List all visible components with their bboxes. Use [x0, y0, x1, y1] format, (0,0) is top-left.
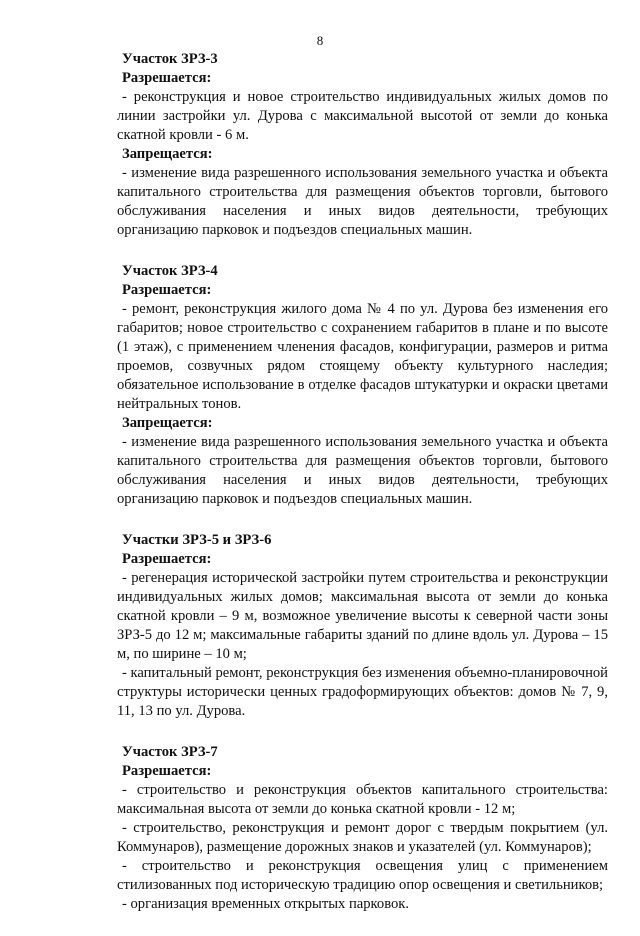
- section-title: Участок ЗРЗ-3: [122, 51, 218, 67]
- section-title: Участок ЗРЗ-7: [122, 744, 218, 760]
- document-body: [117, 50, 608, 936]
- forbidden-paragraph: - изменение вида разрешенного использования земельного участка и объекта капитального строительства для размещения объектов торговли, бытового обслуживания населения и иных видов деятельности, требующих организацию парковок и подъездов специальных машин.: [117, 165, 608, 238]
- forbidden-label: Запрещается:: [122, 146, 213, 162]
- section-title: Участок ЗРЗ-4: [122, 263, 218, 279]
- section-zrz-7: [117, 743, 608, 914]
- forbidden-label: Запрещается:: [122, 415, 213, 431]
- allowed-paragraph: - ремонт, реконструкция жилого дома № 4 по ул. Дурова без изменения его габаритов; новое строительство с сохранением габаритов в плане и по высоте (1 этаж), с применением членения фасадов, конфигурации, размеров и ритма проемов, созвучных рядом стоящему объекту культурного наследия; обязательное использование в отделке фасадов штукатурки и окраски цветами нейтральных тонов.: [117, 301, 608, 412]
- allowed-paragraph: - капитальный ремонт, реконструкция без изменения объемно-планировочной структуры исторически ценных градоформирующих объектов: домов № 7, 9, 11, 13 по ул. Дурова.: [117, 665, 608, 719]
- section-title: Участки ЗРЗ-5 и ЗРЗ-6: [122, 532, 272, 548]
- allowed-paragraph: - организация временных открытых парковок.: [122, 896, 410, 912]
- allowed-paragraph: - регенерация исторической застройки путем строительства и реконструкции индивидуальных жилых домов; максимальная высота от земли до конька скатной кровли – 9 м, возможное увеличение высоты к северной части зоны ЗРЗ-5 до 12 м; максимальные габариты зданий по длине вдоль ул. Дурова – 15 м, по ширине – 10 м;: [117, 570, 608, 662]
- page-number: 8: [316, 33, 324, 48]
- allowed-label: Разрешается:: [122, 70, 212, 86]
- section-zrz-3: [117, 50, 608, 240]
- section-zrz-5-6: [117, 531, 608, 721]
- allowed-paragraph: - строительство и реконструкция объектов капитального строительства: максимальная высота от земли до конька скатной кровли - 12 м;: [117, 782, 608, 817]
- allowed-label: Разрешается:: [122, 763, 212, 779]
- forbidden-paragraph: - изменение вида разрешенного использования земельного участка и объекта капитального строительства для размещения объектов торговли, бытового обслуживания населения и иных видов деятельности, требующих организацию парковок и подъездов специальных машин.: [117, 434, 608, 507]
- allowed-label: Разрешается:: [122, 282, 212, 298]
- allowed-paragraph: - строительство, реконструкция и ремонт дорог с твердым покрытием (ул. Коммунаров), размещение дорожных знаков и указателей (ул. Коммунаров);: [117, 820, 608, 855]
- section-zrz-4: [117, 262, 608, 509]
- allowed-label: Разрешается:: [122, 551, 212, 567]
- allowed-paragraph: - реконструкция и новое строительство индивидуальных жилых домов по линии застройки ул. Дурова с максимальной высотой от земли до конька скатной кровли - 6 м.: [117, 89, 608, 143]
- allowed-paragraph: - строительство и реконструкция освещения улиц с применением стилизованных под историческую традицию опор освещения и светильников;: [117, 858, 608, 893]
